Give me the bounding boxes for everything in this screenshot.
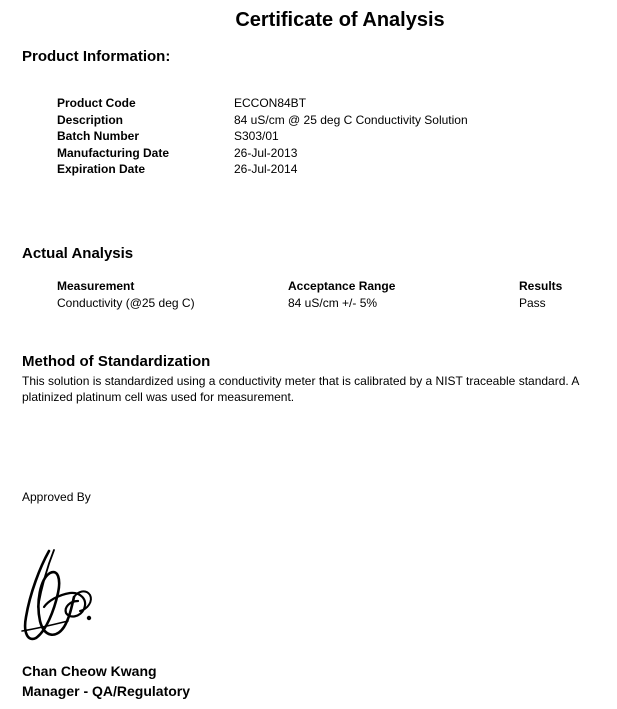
- measurement-cell: Conductivity (@25 deg C): [57, 296, 195, 310]
- manufacturing-date-value: 26-Jul-2013: [234, 145, 298, 160]
- batch-number-value: S303/01: [234, 129, 279, 143]
- handwritten-signature-icon: [18, 545, 108, 647]
- product-code-label: Product Code: [57, 96, 136, 110]
- analysis-table: [57, 278, 599, 312]
- signer-name: Chan Cheow Kwang: [22, 663, 157, 679]
- product-code-value: ECCON84BT: [234, 96, 307, 110]
- actual-analysis-heading: Actual Analysis: [22, 245, 134, 262]
- measurement-column-header: Measurement: [57, 279, 135, 293]
- table-row: [57, 295, 599, 312]
- expiration-date-label: Expiration Date: [57, 162, 146, 176]
- product-code-row: [57, 95, 468, 112]
- product-info-heading: Product Information:: [22, 48, 171, 65]
- signer-position: Manager - QA/Regulatory: [22, 683, 191, 699]
- method-heading: Method of Standardization: [22, 353, 211, 370]
- description-value: 84 uS/cm @ 25 deg C Conductivity Solution: [234, 112, 468, 127]
- results-column-header: Results: [519, 279, 563, 293]
- batch-number-row: [57, 128, 468, 145]
- result-cell: Pass: [519, 296, 546, 310]
- method-description: This solution is standardized using a conductivity meter that is calibrated by a NIST traceable standard. A platinized platinum cell was used for measurement.: [22, 374, 579, 404]
- batch-number-label: Batch Number: [57, 129, 140, 143]
- manufacturing-date-label: Manufacturing Date: [57, 145, 170, 160]
- manufacturing-date-row: [57, 145, 468, 162]
- expiration-date-row: [57, 161, 468, 178]
- approved-by-label: Approved By: [22, 490, 91, 504]
- expiration-date-value: 26-Jul-2014: [234, 162, 298, 176]
- acceptance-range-cell: 84 uS/cm +/- 5%: [288, 296, 378, 310]
- product-info-table: [57, 95, 468, 178]
- analysis-header-row: [57, 278, 599, 295]
- acceptance-range-column-header: Acceptance Range: [288, 279, 396, 293]
- description-label: Description: [57, 112, 124, 127]
- description-row: [57, 112, 468, 129]
- document-title: Certificate of Analysis: [235, 9, 445, 31]
